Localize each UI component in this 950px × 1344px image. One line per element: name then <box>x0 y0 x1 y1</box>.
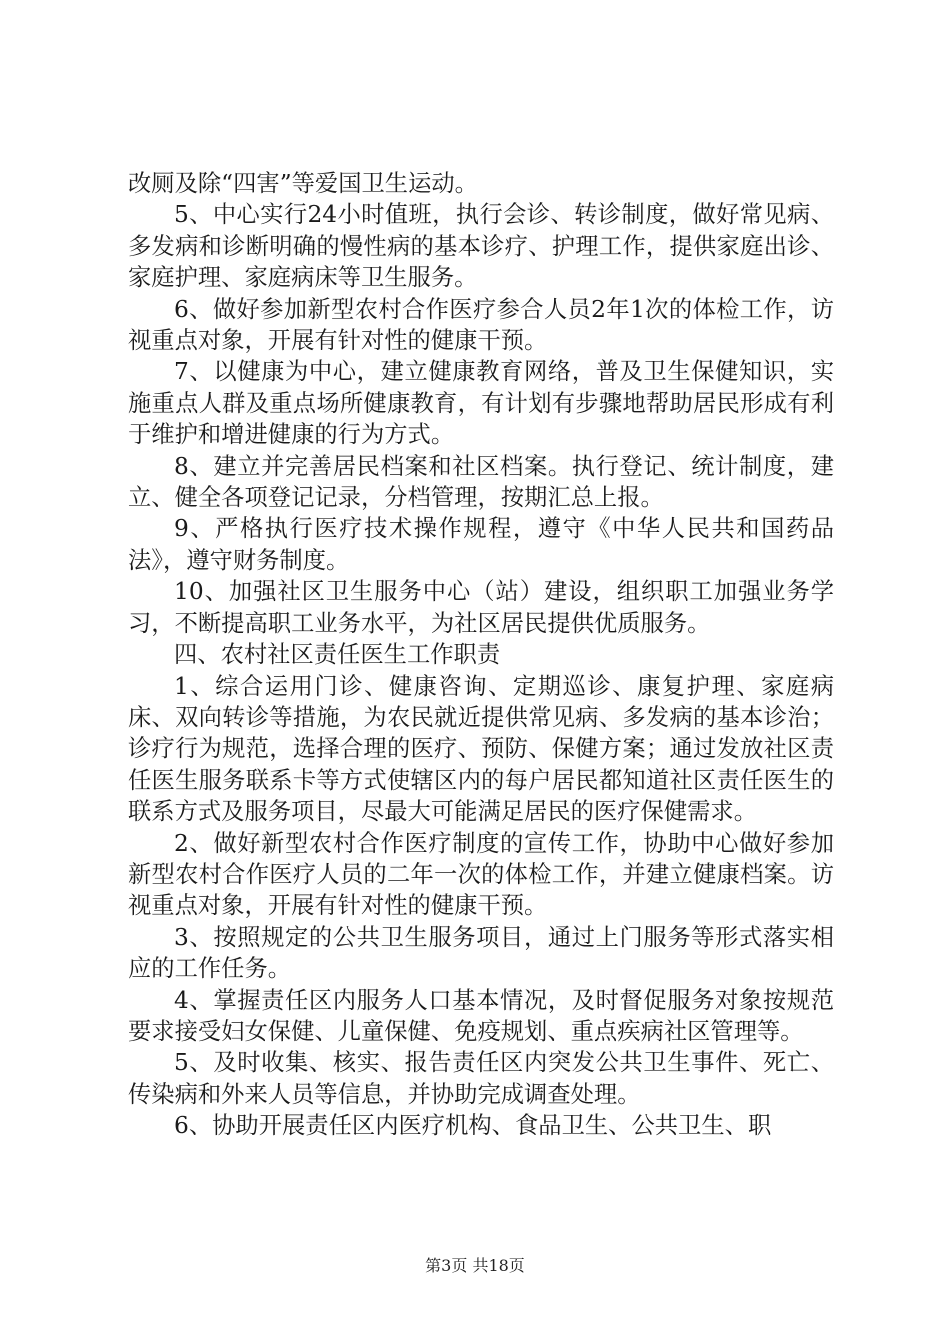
paragraph-item-9: 9、严格执行医疗技术操作规程，遵守《中华人民共和国药品法》，遵守财务制度。 <box>128 515 834 574</box>
duty-item-5: 5、及时收集、核实、报告责任区内突发公共卫生事件、死亡、传染病和外来人员等信息，并协助完成调查处理。 <box>128 1049 834 1108</box>
paragraph-item-6: 6、做好参加新型农村合作医疗参合人员2年1次的体检工作，访视重点对象，开展有针对性的健康干预。 <box>128 295 834 355</box>
paragraph-item-8: 8、建立并完善居民档案和社区档案。执行登记、统计制度，建立、健全各项登记记录，分档管理，按期汇总上报。 <box>128 452 834 512</box>
duty-item-1: 1、综合运用门诊、健康咨询、定期巡诊、康复护理、家庭病床、双向转诊等措施，为农民就近提供常见病、多发病的基本诊治；诊疗行为规范，选择合理的医疗、预防、保健方案；通过发放社区责任医生服务联系卡等方式使辖区内的每户居民都知道社区责任医生的联系方式及服务项目，尽最大可能满足居民的医疗保健需求。 <box>128 672 834 826</box>
duty-item-2: 2、做好新型农村合作医疗制度的宣传工作，协助中心做好参加新型农村合作医疗人员的二年一次的体检工作，并建立健康档案。访视重点对象，开展有针对性的健康干预。 <box>128 829 834 920</box>
paragraph-item-7: 7、以健康为中心，建立健康教育网络，普及卫生保健知识，实施重点人群及重点场所健康教育，有计划有步骤地帮助居民形成有利于维护和增进健康的行为方式。 <box>128 358 834 449</box>
page-number-footer: 第3页 共18页 <box>425 1256 525 1275</box>
paragraph-continuation: 改厕及除“四害”等爱国卫生运动。 <box>128 170 478 197</box>
section-heading: 四、农村社区责任医生工作职责 <box>174 641 501 669</box>
duty-item-3: 3、按照规定的公共卫生服务项目，通过上门服务等形式落实相应的工作任务。 <box>128 923 834 983</box>
document-body <box>128 168 834 1142</box>
paragraph-item-10: 10、加强社区卫生服务中心（站）建设，组织职工加强业务学习，不断提高职工业务水平，为社区居民提供优质服务。 <box>128 578 834 637</box>
duty-item-4: 4、掌握责任区内服务人口基本情况，及时督促服务对象按规范要求接受妇女保健、儿童保健、免疫规划、重点疾病社区管理等。 <box>128 986 834 1045</box>
paragraph-item-5: 5、中心实行24小时值班，执行会诊、转诊制度，做好常见病、多发病和诊断明确的慢性病的基本诊疗、护理工作，提供家庭出诊、家庭护理、家庭病床等卫生服务。 <box>128 201 834 292</box>
duty-item-6: 6、协助开展责任区内医疗机构、食品卫生、公共卫生、职 <box>174 1112 772 1140</box>
